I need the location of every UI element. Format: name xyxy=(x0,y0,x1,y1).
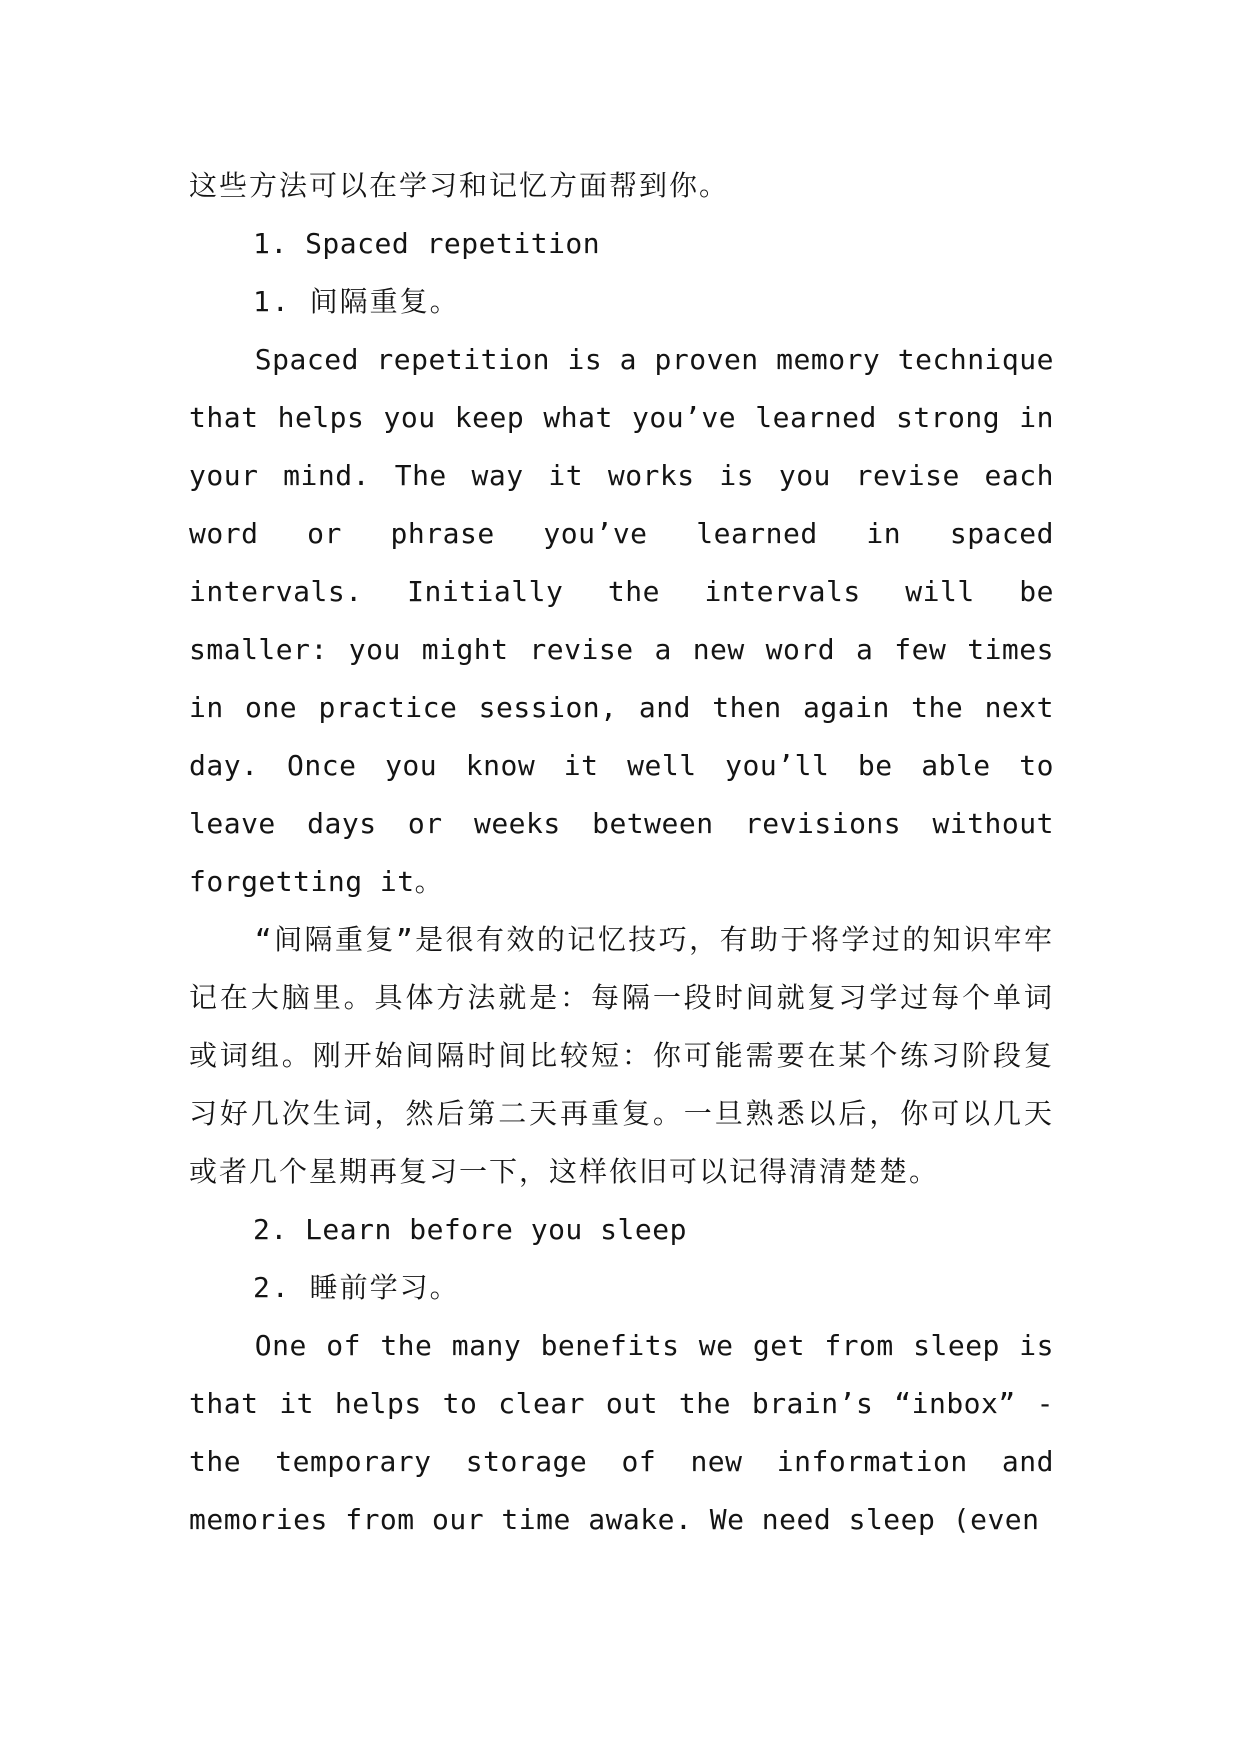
section-1-heading-en: 1. Spaced repetition xyxy=(253,227,601,260)
section-1-body-cn: “间隔重复”是很有效的记忆技巧，有助于将学过的知识牢牢记在大脑里。具体方法就是：每隔一段时间就复习学过每个单词或词组。刚开始间隔时间比较短：你可能需要在某个练习阶段复习好几次生词，然后第二天再重复。一旦熟悉以后，你可以几天或者几个星期再复习一下，这样依旧可以记得清清楚楚。 xyxy=(189,923,1054,1188)
section-1-body-en: Spaced repetition is a proven memory technique that helps you keep what you’ve learned strong in your mind. The way it works is you revise each word or phrase you’ve learned in spaced intervals. Initially the intervals will be smaller: you might revise a new word a few times in one practice session, and then again the next day. Once you know it well you’ll be able to leave days or weeks between revisions without forgetting it。 xyxy=(189,343,1054,898)
document-body xyxy=(189,157,1054,1549)
section-2-heading-cn: 2. 睡前学习。 xyxy=(253,1271,460,1304)
section-1-heading-cn: 1. 间隔重复。 xyxy=(253,285,460,318)
section-2-body-en: One of the many benefits we get from sleep is that it helps to clear out the brain’s “inbox” - the temporary storage of new information and memories from our time awake. We need sleep (even xyxy=(189,1329,1054,1536)
section-2-heading-en: 2. Learn before you sleep xyxy=(253,1213,687,1246)
intro-paragraph-cn: 这些方法可以在学习和记忆方面帮到你。 xyxy=(189,169,730,202)
